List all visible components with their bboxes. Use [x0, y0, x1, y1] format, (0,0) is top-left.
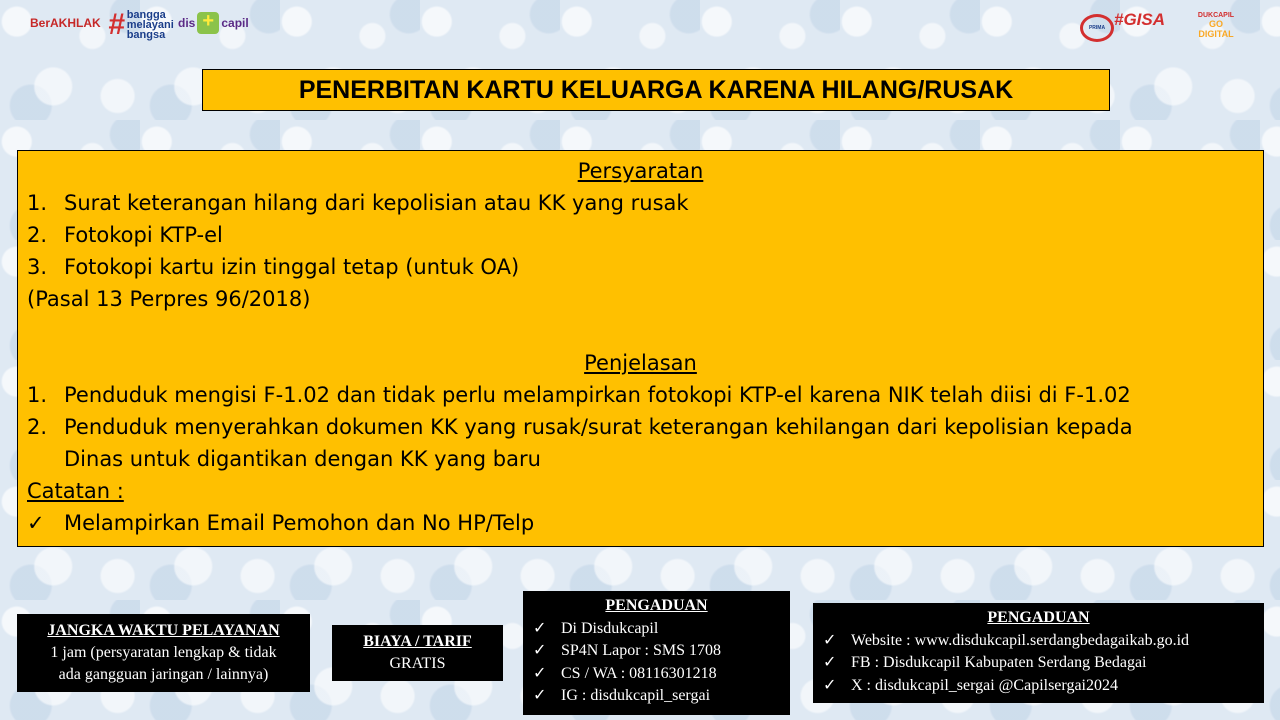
dukcapil-go-digital-logo [1190, 12, 1242, 40]
persyaratan-item [18, 187, 1263, 219]
list-number: 1. [27, 191, 48, 215]
bangga-logo-line: bangsa [126, 29, 166, 41]
complaint-box-offline [523, 591, 790, 715]
dukcapil-prima-logo [1080, 14, 1114, 42]
go-digital-logo-line: GO [1208, 19, 1223, 29]
list-text: Melampirkan Email Pemohon dan No HP/Telp [64, 511, 535, 535]
fee-box [332, 625, 503, 681]
complaint-box-online [813, 603, 1264, 703]
list-number: 3. [27, 255, 48, 279]
service-time-box [17, 614, 310, 692]
complaint-item-text: X : disdukcapil_sergai @Capilsergai2024 [851, 676, 1118, 694]
catatan-item [18, 507, 1263, 539]
complaint-item [533, 618, 790, 641]
penjelasan-heading: Penjelasan [584, 351, 697, 375]
gisa-logo [1114, 10, 1165, 30]
complaint-item-text: CS / WA : 08116301218 [561, 664, 717, 682]
penjelasan-item-continuation: Dinas untuk digantikan dengan KK yang baru [64, 447, 541, 471]
checkmark-icon: ✓ [823, 676, 837, 694]
go-digital-logo-line: DUKCAPIL [1197, 12, 1235, 19]
checkmark-icon: ✓ [533, 642, 547, 659]
complaint-item-text: IG : disdukcapil_sergai [561, 687, 711, 704]
persyaratan-legal-basis: (Pasal 13 Perpres 96/2018) [27, 287, 311, 311]
penjelasan-item [18, 411, 1263, 443]
checkmark-icon: ✓ [533, 619, 547, 637]
complaint-item [533, 685, 790, 708]
complaint-heading: PENGADUAN [605, 597, 708, 614]
hashtag-icon: # [108, 8, 125, 41]
persyaratan-item [18, 219, 1263, 251]
complaint-item [823, 652, 1264, 675]
berakhlak-logo [30, 16, 101, 30]
page-title: PENERBITAN KARTU KELUARGA KARENA HILANG/RUSAK [202, 69, 1110, 111]
fee-value: GRATIS [389, 655, 446, 672]
catatan-heading: Catatan : [27, 479, 124, 503]
persyaratan-item [18, 251, 1263, 283]
list-text: Fotokopi kartu izin tinggal tetap (untuk OA) [64, 255, 520, 279]
requirements-panel [17, 150, 1264, 547]
disdukcapil-mark-icon [197, 12, 219, 34]
checkmark-icon: ✓ [533, 664, 547, 682]
list-text: Fotokopi KTP-el [64, 223, 223, 247]
complaint-item [823, 630, 1264, 653]
disdukcapil-logo [178, 12, 249, 34]
list-number: 2. [27, 415, 48, 439]
checkmark-icon: ✓ [27, 511, 45, 535]
prima-logo-text: PRIMA [1088, 25, 1106, 31]
complaint-item-text: SP4N Lapor : SMS 1708 [561, 642, 722, 659]
list-number: 1. [27, 383, 48, 407]
gisa-logo-text: #GISA [1114, 10, 1166, 29]
checkmark-icon: ✓ [823, 631, 837, 649]
disdukcapil-logo-text: capil [221, 16, 249, 30]
persyaratan-heading: Persyaratan [577, 159, 704, 183]
list-text: Surat keterangan hilang dari kepolisian atau KK yang rusak [64, 191, 689, 215]
complaint-item-text: Di Disdukcapil [561, 619, 659, 637]
list-text: Penduduk menyerahkan dokumen KK yang rusak/surat keterangan kehilangan dari kepolisian kepada [64, 415, 1133, 439]
service-time-text: 1 jam (persyaratan lengkap & tidak [50, 644, 277, 661]
fee-heading: BIAYA / TARIF [363, 633, 472, 650]
bangga-logo-line: bangga [126, 9, 166, 21]
complaint-item-text: FB : Disdukcapil Kabupaten Serdang Bedagai [851, 654, 1147, 671]
berakhlak-logo-text: BerAKHLAK [30, 16, 101, 30]
service-time-heading: JANGKA WAKTU PELAYANAN [47, 622, 280, 639]
complaint-heading: PENGADUAN [987, 609, 1090, 626]
bangga-logo-line: melayani [126, 19, 174, 31]
complaint-item [533, 640, 790, 663]
penjelasan-item [18, 379, 1263, 411]
disdukcapil-logo-text: dis [178, 16, 196, 30]
complaint-item [533, 663, 790, 686]
complaint-item [823, 675, 1264, 698]
bangga-melayani-bangsa-logo [108, 10, 174, 40]
service-time-text: ada gangguan jaringan / lainnya) [58, 666, 269, 683]
complaint-item-text: Website : www.disdukcapil.serdangbedagaikab.go.id [851, 631, 1190, 649]
checkmark-icon: ✓ [823, 654, 837, 671]
list-text: Penduduk mengisi F-1.02 dan tidak perlu melampirkan fotokopi KTP-el karena NIK telah diisi di F-1.02 [64, 383, 1131, 407]
checkmark-icon: ✓ [533, 687, 547, 704]
go-digital-logo-line: DIGITAL [1198, 29, 1234, 39]
list-number: 2. [27, 223, 48, 247]
